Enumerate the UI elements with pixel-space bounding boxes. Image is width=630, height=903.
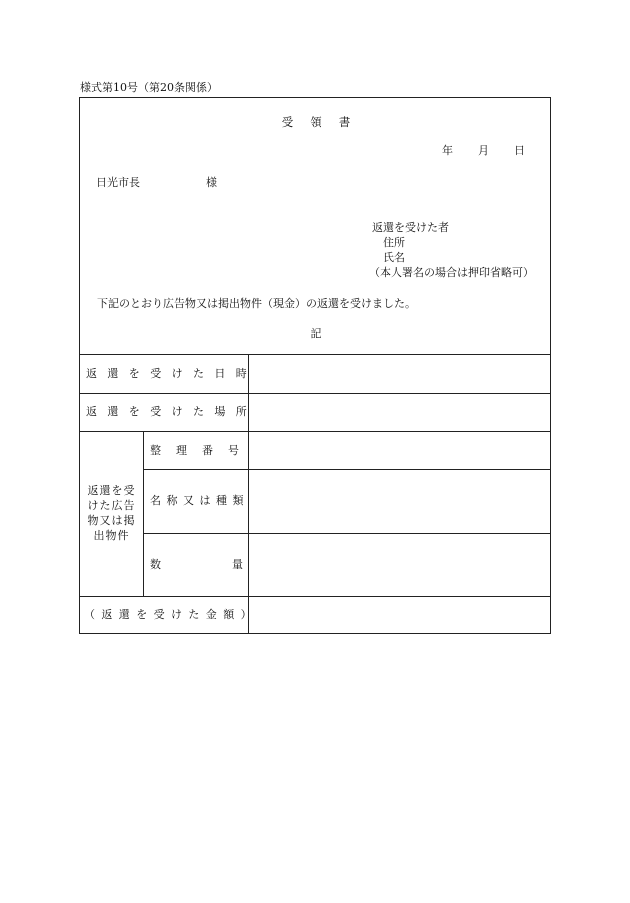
recipient-address-label: 住所 [383, 236, 405, 249]
statement-text: 下記のとおり広告物又は掲出物件（現金）の返還を受けました。 [97, 297, 416, 310]
form-title: 受領書 [281, 115, 368, 129]
return-place-value[interactable] [249, 394, 550, 430]
receipt-form [79, 97, 551, 634]
recipient-heading: 返還を受けた者 [372, 221, 449, 234]
recipient-note: （本人署名の場合は押印省略可） [369, 266, 534, 279]
return-datetime-text: 返還を受けた日時 [86, 367, 258, 380]
date-year: 年 [442, 144, 453, 157]
name-or-type-label [150, 494, 249, 508]
form-number: 様式第10号（第20条関係） [80, 81, 218, 94]
addressee-name: 日光市長 [96, 176, 140, 189]
amount-label [84, 608, 258, 622]
addressee-honorific: 様 [206, 176, 217, 189]
ki-heading: 記 [310, 327, 322, 340]
management-number-value[interactable] [249, 432, 550, 468]
return-place-label [86, 405, 257, 419]
management-number-label [150, 444, 254, 458]
date-line [442, 144, 525, 158]
quantity-value[interactable] [249, 534, 550, 595]
name-or-type-text: 名称又は種類 [150, 494, 249, 507]
amount-value[interactable] [249, 597, 550, 633]
date-day: 日 [514, 144, 525, 157]
name-or-type-value[interactable] [249, 470, 550, 532]
amount-text: （返還を受けた金額） [84, 608, 258, 621]
return-datetime-label [86, 367, 258, 381]
recipient-name-label: 氏名 [383, 251, 405, 264]
returned-item-group-text: 返還を受けた広告物又は掲出物件 [87, 484, 136, 542]
quantity-text: 数量 [150, 558, 314, 571]
return-place-text: 返還を受けた場所 [86, 405, 258, 418]
management-number-text: 整理番号 [150, 444, 254, 457]
group-column-divider [143, 431, 144, 596]
returned-item-group-label [80, 431, 143, 595]
return-datetime-value[interactable] [249, 355, 550, 392]
date-month: 月 [478, 144, 489, 157]
